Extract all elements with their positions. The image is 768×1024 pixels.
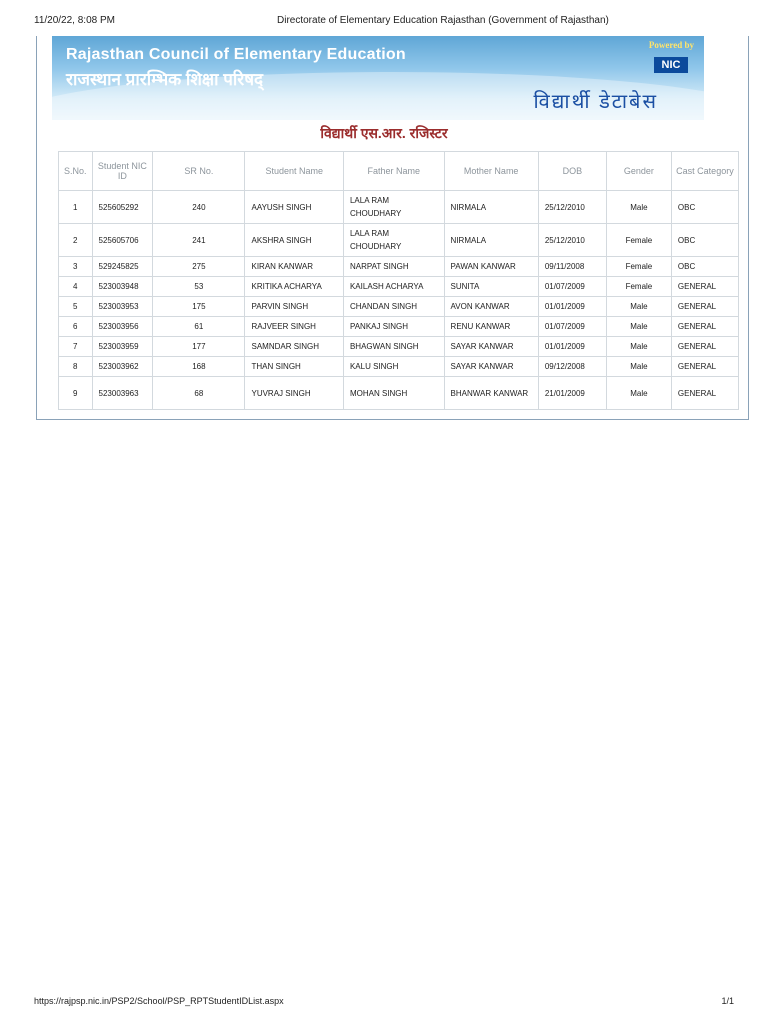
cell-mother-name: RENU KANWAR xyxy=(444,317,538,337)
cell-dob: 01/07/2009 xyxy=(538,277,606,297)
cell-gender: Male xyxy=(606,297,671,317)
cell-sno: 7 xyxy=(59,337,93,357)
cell-cast-category: GENERAL xyxy=(671,297,738,317)
cell-sr-no: 175 xyxy=(153,297,245,317)
cell-cast-category: GENERAL xyxy=(671,277,738,297)
cell-student-name: KIRAN KANWAR xyxy=(245,257,343,277)
cell-sr-no: 168 xyxy=(153,357,245,377)
cell-cast-category: GENERAL xyxy=(671,317,738,337)
cell-sr-no: 241 xyxy=(153,224,245,257)
cell-gender: Female xyxy=(606,224,671,257)
print-page-number: 1/1 xyxy=(721,996,734,1006)
table-row xyxy=(59,297,739,317)
column-header-sr-no: SR No. xyxy=(153,152,245,191)
column-header-sno: S.No. xyxy=(59,152,93,191)
cell-cast-category: OBC xyxy=(671,191,738,224)
cell-gender: Male xyxy=(606,357,671,377)
powered-by-label: Powered by xyxy=(648,40,694,50)
cell-gender: Male xyxy=(606,191,671,224)
cell-gender: Male xyxy=(606,377,671,410)
print-footer xyxy=(34,996,734,1008)
column-header-student-nic-id: Student NIC ID xyxy=(92,152,153,191)
cell-student-nic-id: 529245825 xyxy=(92,257,153,277)
cell-dob: 01/07/2009 xyxy=(538,317,606,337)
cell-sno: 8 xyxy=(59,357,93,377)
cell-sno: 3 xyxy=(59,257,93,277)
site-banner xyxy=(52,36,704,120)
column-header-gender: Gender xyxy=(606,152,671,191)
cell-father-name: PANKAJ SINGH xyxy=(343,317,444,337)
cell-mother-name: NIRMALA xyxy=(444,224,538,257)
cell-father-name: NARPAT SINGH xyxy=(343,257,444,277)
cell-sno: 4 xyxy=(59,277,93,297)
cell-student-name: RAJVEER SINGH xyxy=(245,317,343,337)
cell-student-name: KRITIKA ACHARYA xyxy=(245,277,343,297)
cell-sno: 9 xyxy=(59,377,93,410)
column-header-cast-category: Cast Category xyxy=(671,152,738,191)
cell-sr-no: 177 xyxy=(153,337,245,357)
cell-father-name: KALU SINGH xyxy=(343,357,444,377)
nic-logo: NIC xyxy=(654,57,688,73)
cell-cast-category: GENERAL xyxy=(671,357,738,377)
cell-student-name: PARVIN SINGH xyxy=(245,297,343,317)
cell-dob: 09/12/2008 xyxy=(538,357,606,377)
column-header-dob: DOB xyxy=(538,152,606,191)
cell-father-name: LALA RAM CHOUDHARY xyxy=(343,191,444,224)
cell-student-name: AAYUSH SINGH xyxy=(245,191,343,224)
column-header-father-name: Father Name xyxy=(343,152,444,191)
cell-dob: 01/01/2009 xyxy=(538,337,606,357)
cell-gender: Female xyxy=(606,277,671,297)
cell-mother-name: SUNITA xyxy=(444,277,538,297)
cell-student-nic-id: 523003956 xyxy=(92,317,153,337)
cell-dob: 09/11/2008 xyxy=(538,257,606,277)
cell-gender: Male xyxy=(606,317,671,337)
table-row xyxy=(59,257,739,277)
student-register-table xyxy=(58,151,739,410)
table-row xyxy=(59,357,739,377)
cell-sno: 5 xyxy=(59,297,93,317)
cell-sr-no: 61 xyxy=(153,317,245,337)
column-header-mother-name: Mother Name xyxy=(444,152,538,191)
cell-dob: 25/12/2010 xyxy=(538,224,606,257)
print-header xyxy=(34,15,734,29)
cell-mother-name: BHANWAR KANWAR xyxy=(444,377,538,410)
table-row xyxy=(59,191,739,224)
print-page-title: Directorate of Elementary Education Rajasthan (Government of Rajasthan) xyxy=(277,15,609,26)
cell-sr-no: 275 xyxy=(153,257,245,277)
cell-mother-name: SAYAR KANWAR xyxy=(444,337,538,357)
table-row xyxy=(59,377,739,410)
cell-mother-name: NIRMALA xyxy=(444,191,538,224)
table-header-row xyxy=(59,152,739,191)
cell-sno: 2 xyxy=(59,224,93,257)
cell-student-nic-id: 525605706 xyxy=(92,224,153,257)
cell-mother-name: AVON KANWAR xyxy=(444,297,538,317)
table-row xyxy=(59,277,739,297)
cell-gender: Female xyxy=(606,257,671,277)
cell-cast-category: GENERAL xyxy=(671,337,738,357)
cell-mother-name: SAYAR KANWAR xyxy=(444,357,538,377)
cell-student-name: YUVRAJ SINGH xyxy=(245,377,343,410)
cell-student-nic-id: 523003948 xyxy=(92,277,153,297)
register-title: विद्यार्थी एस.आर. रजिस्टर xyxy=(320,125,448,141)
cell-father-name: MOHAN SINGH xyxy=(343,377,444,410)
cell-sr-no: 53 xyxy=(153,277,245,297)
cell-father-name: CHANDAN SINGH xyxy=(343,297,444,317)
cell-student-nic-id: 525605292 xyxy=(92,191,153,224)
database-title: विद्यार्थी डेटाबेस xyxy=(533,91,658,113)
cell-student-name: AKSHRA SINGH xyxy=(245,224,343,257)
table-row xyxy=(59,317,739,337)
cell-student-nic-id: 523003962 xyxy=(92,357,153,377)
cell-student-nic-id: 523003953 xyxy=(92,297,153,317)
cell-dob: 25/12/2010 xyxy=(538,191,606,224)
column-header-student-name: Student Name xyxy=(245,152,343,191)
cell-student-name: THAN SINGH xyxy=(245,357,343,377)
cell-dob: 21/01/2009 xyxy=(538,377,606,410)
cell-student-nic-id: 523003963 xyxy=(92,377,153,410)
cell-sno: 6 xyxy=(59,317,93,337)
cell-cast-category: OBC xyxy=(671,224,738,257)
cell-dob: 01/01/2009 xyxy=(538,297,606,317)
cell-cast-category: OBC xyxy=(671,257,738,277)
banner-english-title: Rajasthan Council of Elementary Education xyxy=(66,46,406,63)
cell-student-name: SAMNDAR SINGH xyxy=(245,337,343,357)
cell-father-name: BHAGWAN SINGH xyxy=(343,337,444,357)
cell-cast-category: GENERAL xyxy=(671,377,738,410)
cell-student-nic-id: 523003959 xyxy=(92,337,153,357)
table-row xyxy=(59,337,739,357)
cell-sr-no: 240 xyxy=(153,191,245,224)
cell-father-name: KAILASH ACHARYA xyxy=(343,277,444,297)
cell-gender: Male xyxy=(606,337,671,357)
cell-mother-name: PAWAN KANWAR xyxy=(444,257,538,277)
cell-sno: 1 xyxy=(59,191,93,224)
print-datetime: 11/20/22, 8:08 PM xyxy=(34,15,115,26)
banner-hindi-title: राजस्थान प्रारम्भिक शिक्षा परिषद् xyxy=(66,70,264,89)
print-url: https://rajpsp.nic.in/PSP2/School/PSP_RPTStudentIDList.aspx xyxy=(34,996,284,1006)
cell-father-name: LALA RAM CHOUDHARY xyxy=(343,224,444,257)
table-row xyxy=(59,224,739,257)
cell-sr-no: 68 xyxy=(153,377,245,410)
